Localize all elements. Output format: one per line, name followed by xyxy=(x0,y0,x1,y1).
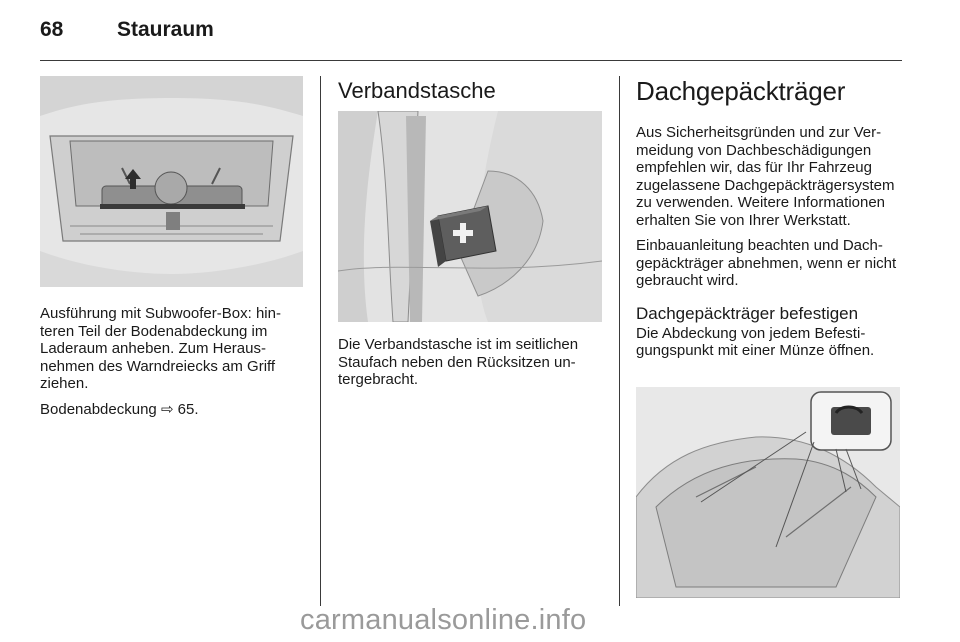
roof-rack-removal-paragraph: Einbauanleitung beachten und Dachgepäckträger abnehmen, wenn er nicht gebraucht wird. xyxy=(636,237,897,289)
first-aid-heading: Verbandstasche xyxy=(338,78,496,103)
first-aid-paragraph: Die Verbandstasche ist im seitlichen Staufach neben den Rücksitzen untergebracht. xyxy=(338,336,579,388)
roof-rack-safety-paragraph: Aus Sicherheitsgründen und zur Vermeidung von Dachbeschädigungen empfehlen wir, das für Ihr Fahrzeug zugelassene Dachgepäckträgersystem zu verwenden. Weitere Informationen erhalten Sie von Ihrer Werkstatt. xyxy=(636,124,895,229)
roof-rack-mounting-subheading: Dachgepäckträger befestigen xyxy=(636,303,859,323)
roof-rack-mount-illustration-icon xyxy=(636,387,900,598)
page-number: 68 xyxy=(40,18,64,41)
mounting-point-paragraph: Die Abdeckung von jedem Befestigungspunkt mit einer Münze öffnen. xyxy=(636,324,875,359)
watermark: carmanualsonline.info xyxy=(300,604,587,636)
header-rule xyxy=(40,60,902,61)
section-title: Stauraum xyxy=(117,18,214,41)
first-aid-figure xyxy=(338,111,602,322)
column-divider-right xyxy=(619,76,620,606)
subwoofer-paragraph: Ausführung mit Subwoofer-Box: hinteren Teil der Bodenabdeckung im Laderaum anheben. Zum Herausnehmen des Warndreiecks am Griff ziehen. xyxy=(40,305,281,392)
roof-rack-figure xyxy=(636,387,900,598)
trunk-floor-figure xyxy=(40,76,303,287)
roof-rack-heading: Dachgepäckträger xyxy=(636,76,846,106)
floor-cover-reference: Bodenabdeckung ⇨ 65. xyxy=(40,400,199,418)
trunk-floor-cover-illustration-icon xyxy=(40,76,303,287)
first-aid-kit-illustration-icon xyxy=(338,111,602,322)
column-divider-left xyxy=(320,76,321,606)
